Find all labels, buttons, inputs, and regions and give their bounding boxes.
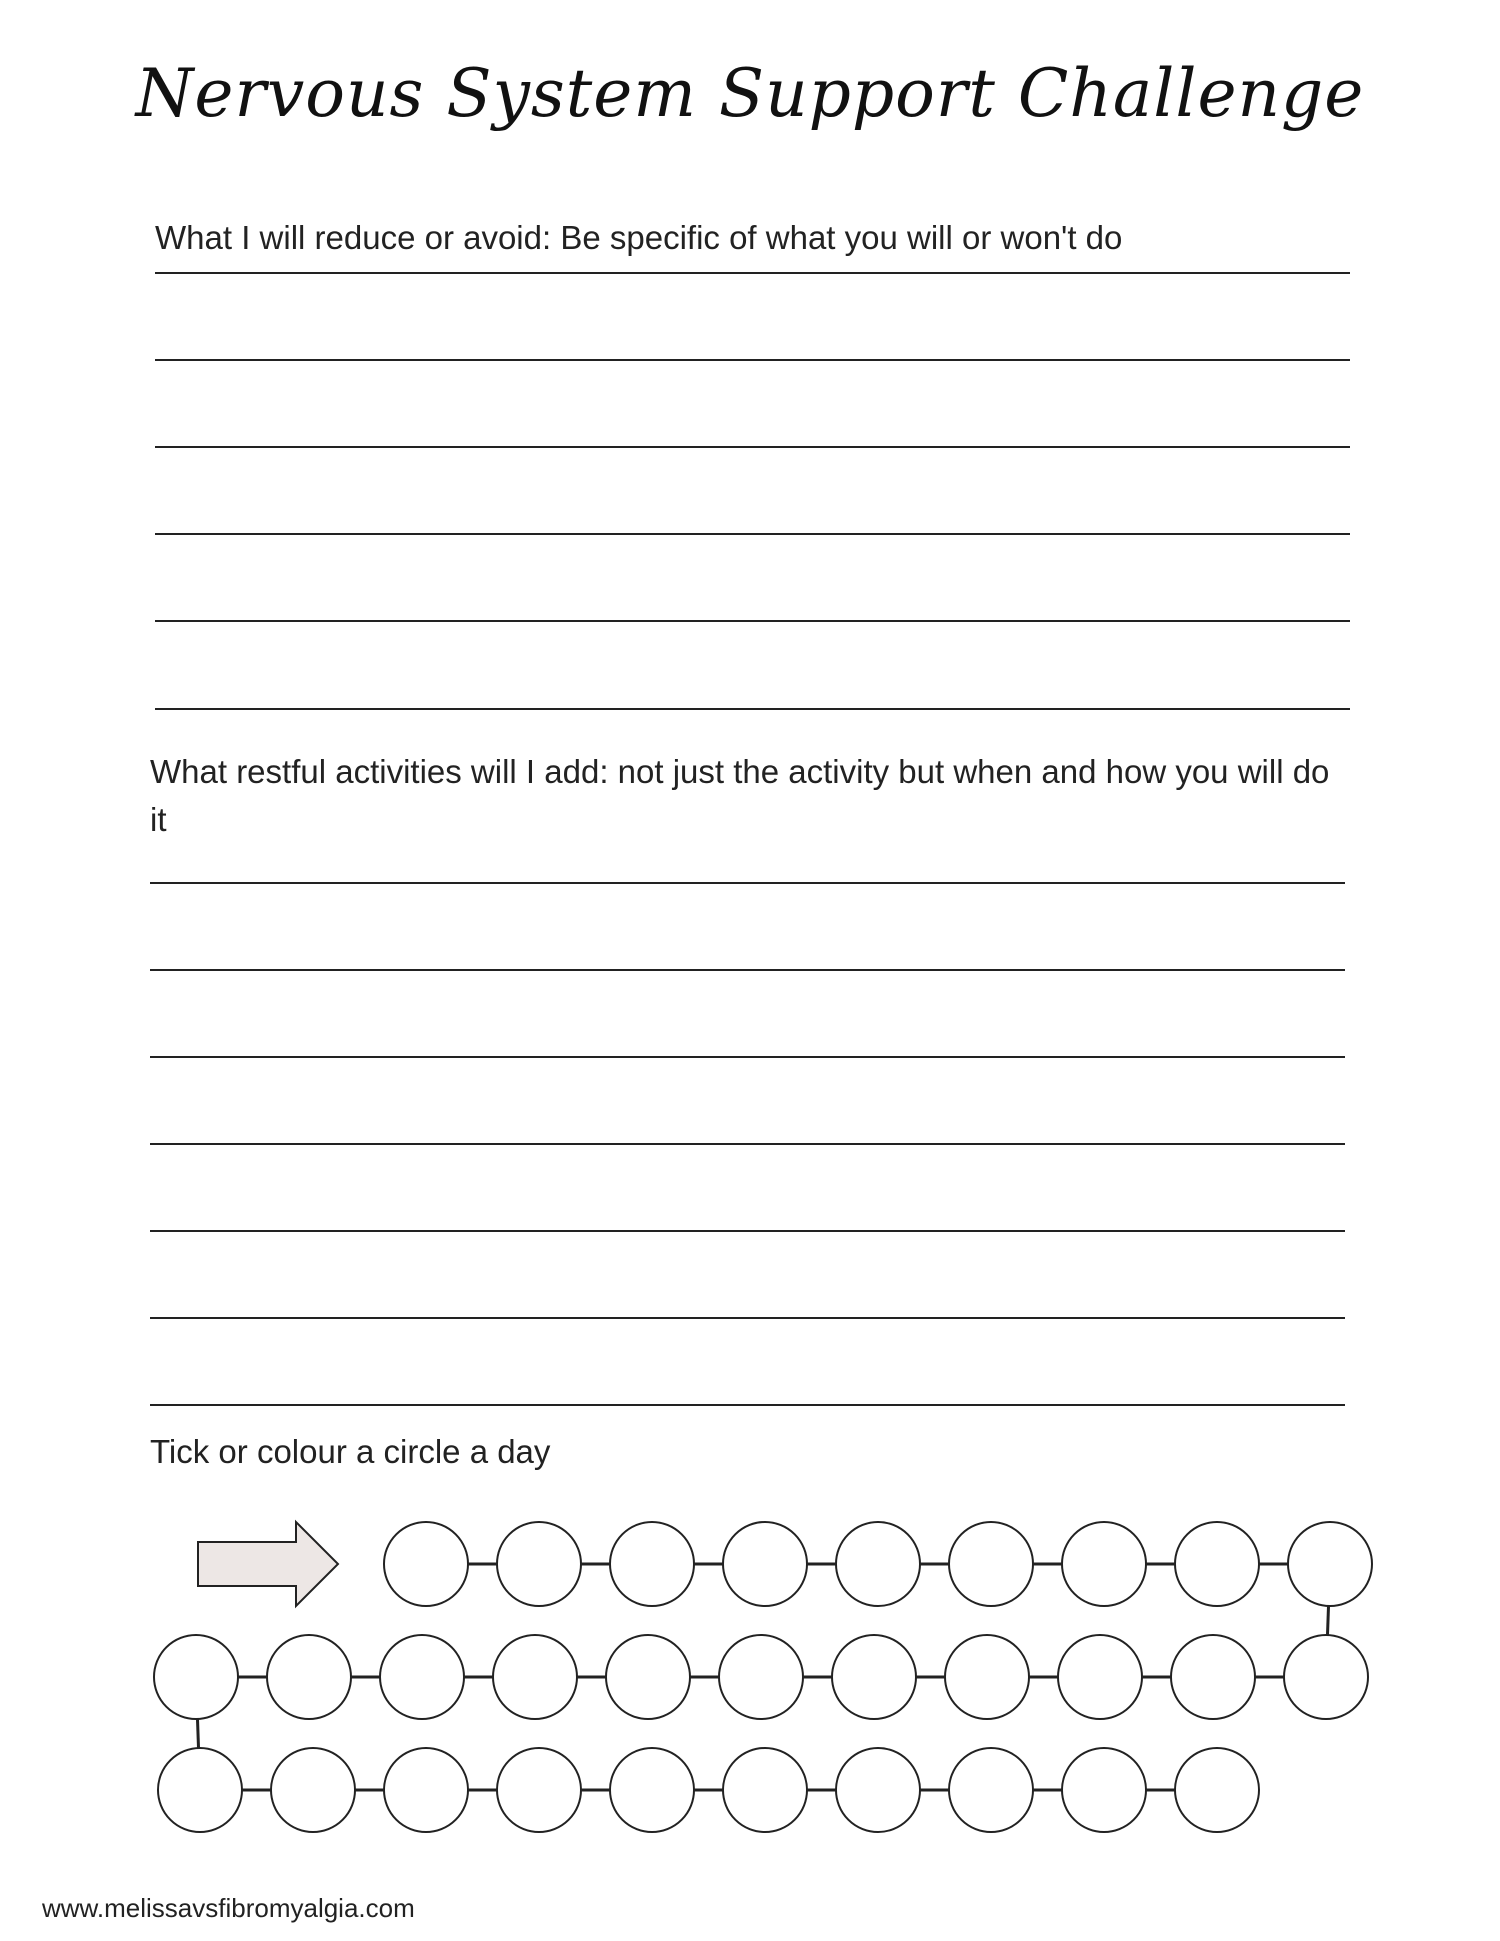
restful-activities-prompt: What restful activities will I add: not just the activity but when and how you will do it <box>150 753 1330 838</box>
day-circle-11[interactable] <box>1171 1635 1255 1719</box>
day-circle-5[interactable] <box>836 1522 920 1606</box>
day-circle-7[interactable] <box>1062 1522 1146 1606</box>
tracker-connector <box>197 1719 198 1748</box>
day-circle-4[interactable] <box>723 1522 807 1606</box>
day-circle-2[interactable] <box>497 1522 581 1606</box>
day-circle-17[interactable] <box>493 1635 577 1719</box>
day-circle-30[interactable] <box>1175 1748 1259 1832</box>
day-circle-16[interactable] <box>606 1635 690 1719</box>
tracker-prompt: Tick or colour a circle a day <box>150 1433 551 1470</box>
day-circle-15[interactable] <box>719 1635 803 1719</box>
day-circle-1[interactable] <box>384 1522 468 1606</box>
day-circle-27[interactable] <box>836 1748 920 1832</box>
day-circle-19[interactable] <box>267 1635 351 1719</box>
day-circle-23[interactable] <box>384 1748 468 1832</box>
day-circle-8[interactable] <box>1175 1522 1259 1606</box>
day-circle-28[interactable] <box>949 1748 1033 1832</box>
day-circle-25[interactable] <box>610 1748 694 1832</box>
day-circle-10[interactable] <box>1284 1635 1368 1719</box>
day-circle-26[interactable] <box>723 1748 807 1832</box>
reduce-avoid-prompt: What I will reduce or avoid: Be specific of what you will or won't do <box>155 219 1123 256</box>
day-circle-14[interactable] <box>832 1635 916 1719</box>
arrow-right-icon <box>198 1522 338 1606</box>
day-circle-13[interactable] <box>945 1635 1029 1719</box>
day-circle-29[interactable] <box>1062 1748 1146 1832</box>
tracker-connector <box>1327 1606 1328 1635</box>
day-circle-6[interactable] <box>949 1522 1033 1606</box>
day-circle-22[interactable] <box>271 1748 355 1832</box>
day-circle-9[interactable] <box>1288 1522 1372 1606</box>
day-circle-20[interactable] <box>154 1635 238 1719</box>
page-title: Nervous System Support Challenge <box>135 55 1365 132</box>
day-circle-24[interactable] <box>497 1748 581 1832</box>
day-circle-18[interactable] <box>380 1635 464 1719</box>
website-url: www.melissavsfibromyalgia.com <box>42 1893 415 1923</box>
day-circle-21[interactable] <box>158 1748 242 1832</box>
day-circle-3[interactable] <box>610 1522 694 1606</box>
day-circle-12[interactable] <box>1058 1635 1142 1719</box>
tracker-circles <box>154 1522 1372 1832</box>
